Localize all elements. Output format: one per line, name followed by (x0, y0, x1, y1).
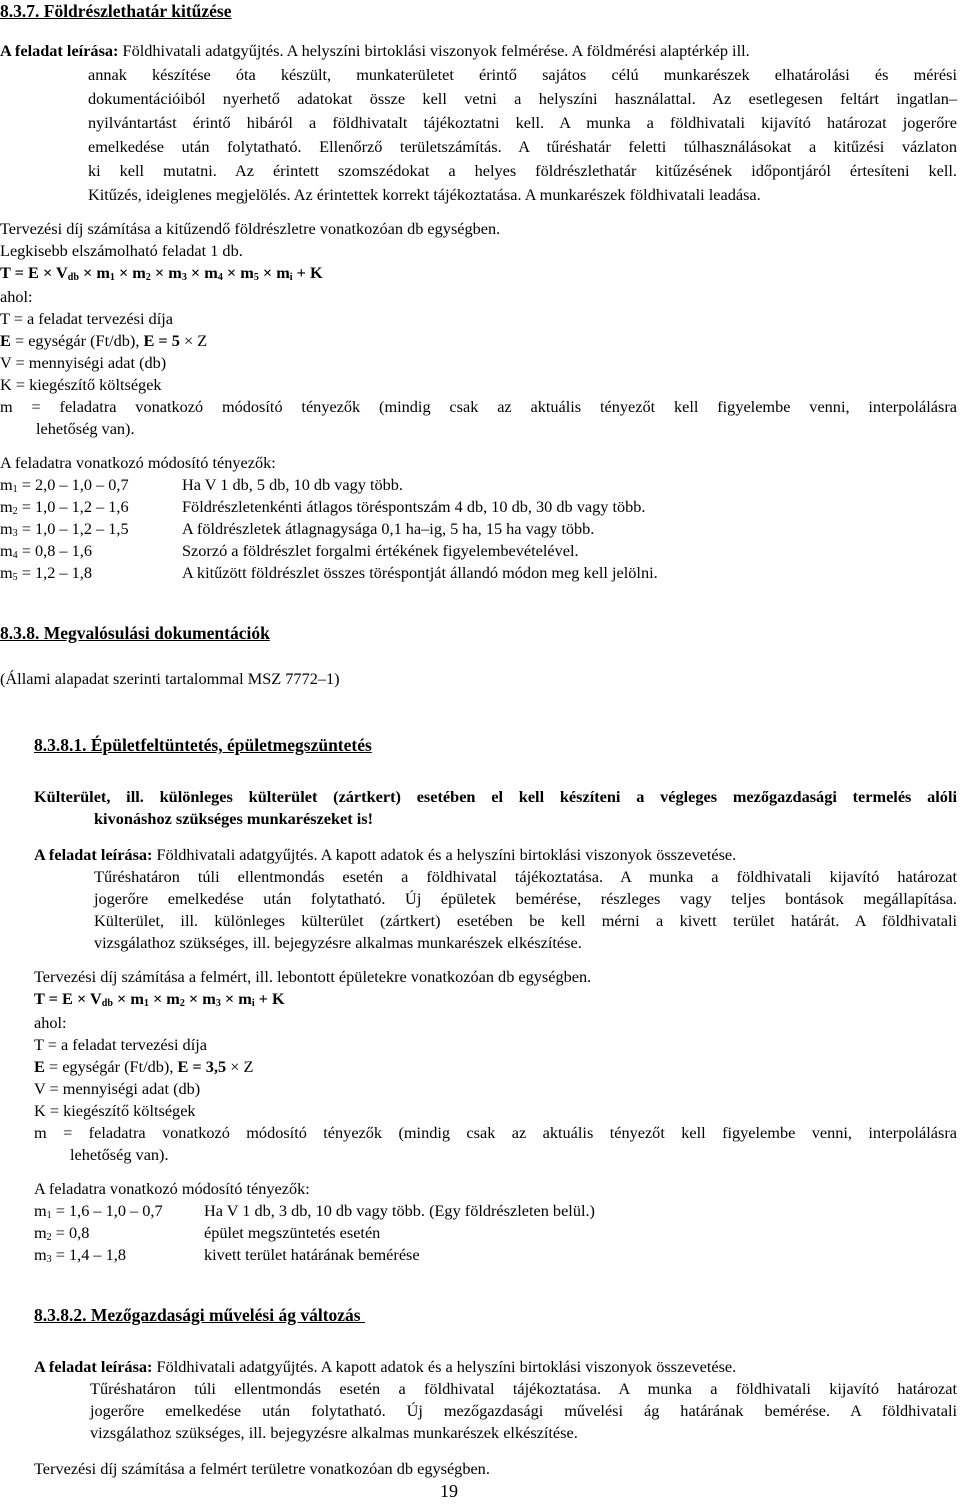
modifier-row: $m_2 = 0,8$ épület megszüntetés esetén (34, 1223, 381, 1243)
fee-formula: $T = E \times V_{db} \times m_1 \times m_2 \times m_3 \times m_4 \times m_5 \times m_i + K$ (0, 263, 323, 283)
modifier-row: $m_3 = 1,4 - 1,8$ kivett terület határának bemérése (34, 1245, 420, 1265)
desc-text: Földhivatali adatgyűjtés. A kapott adatok és a helyszíni birtoklási viszonyok összevetése. (152, 1357, 737, 1376)
def-m-cont: lehetőség van). (70, 1145, 169, 1164)
desc-text: Földhivatali adatgyűjtés. A kapott adatok és a helyszíni birtoklási viszonyok összevetése. (152, 845, 737, 864)
page-number: 19 (440, 1481, 458, 1501)
where-label: ahol: (0, 287, 33, 306)
fee-formula: $T = E \times V_{db} \times m_1 \times m_2 \times m_3 \times m_i + K$ (34, 989, 285, 1009)
bold-note-cont: kivonáshoz szükséges munkarészeket is! (94, 809, 374, 828)
def-K: K = kiegészítő költségek (0, 375, 162, 394)
def-E: E = egységár (Ft/db), E = 3,5 × Z (34, 1057, 254, 1076)
desc-line: ki kell mutatni. Az érintett szomszédokat a helyes földrészlethatár kitűzésének időpontjáról értesíteni kell. (88, 161, 957, 180)
modifier-row: $m_3 = 1,0 - 1,2 - 1,5$ A földrészletek átlagnagysága 0,1 ha–ig, 5 ha, 15 ha vagy több. (0, 519, 595, 539)
fee-intro: Tervezési díj számítása a felmért területre vonatkozóan db egységben. (34, 1459, 490, 1478)
desc-line: Tűréshatáron túli ellentmondás esetén a földhivatal tájékoztatása. A munka a földhivatali kijavító határozat (94, 867, 957, 886)
desc-line: jogerőre emelkedése után folytatható. Új épületek bemérése, részleges vagy teljes bontások megállapítása. (94, 889, 957, 908)
def-m: m = feladatra vonatkozó módosító tényezők (mindig csak az aktuális tényezőt kell figyelembe venni, interpolálásra (0, 397, 957, 416)
where-label: ahol: (34, 1013, 67, 1032)
bold-note: Külterület, ill. különleges külterület (zártkert) esetében el kell készíteni a végleges mezőgazdasági termelés alóli (34, 787, 957, 806)
section-heading-837: 8.3.7. Földrészlethatár kitűzése (0, 1, 232, 21)
desc-line: Kitűzés, ideiglenes megjelölés. Az érintettek korrekt tájékoztatása. A munkarészek földhivatali leadása. (88, 185, 761, 204)
modifier-row: $m_1 = 2,0 - 1,0 - 0,7$ Ha V 1 db, 5 db, 10 db vagy több. (0, 475, 403, 495)
modifier-row: $m_2 = 1,0 - 1,2 - 1,6$ Földrészletenkénti átlagos töréspontszám 4 db, 10 db, 30 db vagy több. (0, 497, 646, 517)
fee-intro: Tervezési díj számítása a kitűzendő földrészletre vonatkozóan db egységben. (0, 219, 501, 238)
def-K: K = kiegészítő költségek (34, 1101, 196, 1120)
modifier-row: $m_5 = 1,2 - 1,8$ A kitűzött földrészlet összes töréspontját állandó módon meg kell jelölni. (0, 563, 658, 583)
min-unit: Legkisebb elszámolható feladat 1 db. (0, 241, 243, 260)
def-T: T = a feladat tervezési díja (34, 1035, 207, 1054)
desc-line (34, 844, 957, 866)
section-heading-8381: 8.3.8.1. Épületfeltüntetés, épületmegszüntetés (34, 735, 372, 755)
desc-line: vizsgálathoz szükséges, ill. bejegyzésre alkalmas munkarészek elkészítése. (90, 1423, 578, 1442)
def-V: V = mennyiségi adat (db) (0, 353, 167, 372)
desc-line (0, 40, 960, 62)
modifier-row: $m_1 = 1,6 - 1,0 - 0,7$ Ha V 1 db, 3 db, 10 db vagy több. (Egy földrészleten belül.) (34, 1201, 595, 1221)
desc-line: Tűréshatáron túli ellentmondás esetén a földhivatal tájékoztatása. A munka a földhivatali kijavító határozat (90, 1379, 957, 1398)
desc-line: emelkedése után folytatható. Ellenőrző területszámítás. A tűréshatár feletti túlhasználásokat a kitűzési vázlaton (88, 137, 957, 156)
desc-line: jogerőre emelkedése után folytatható. Új mezőgazdasági művelési ág határának bemérése. A földhivatali (90, 1401, 957, 1420)
desc-label: A feladat leírása: (0, 41, 119, 60)
modifier-row: $m_4 = 0,8 - 1,6$ Szorzó a földrészlet forgalmi értékének figyelembevételével. (0, 541, 579, 561)
desc-line: nyilvántartást érintő hibáról a földhivatalt tájékoztatni kell. A munka a földhivatali kijavító határozat jogerőre (88, 113, 957, 132)
desc-line: dokumentációiból nyerhető adatokat össze kell vetni a helyszíni használattal. Az esetlegesen feltárt ingatlan– (88, 89, 957, 108)
fee-intro: Tervezési díj számítása a felmért, ill. lebontott épületekre vonatkozóan db egységben. (34, 967, 592, 986)
def-m: m = feladatra vonatkozó módosító tényezők (mindig csak az aktuális tényezőt kell figyelembe venni, interpolálásra (34, 1123, 957, 1142)
desc-text: Földhivatali adatgyűjtés. A helyszíni birtoklási viszonyok felmérése. A földmérési alaptérkép ill. (118, 41, 750, 60)
desc-line: annak készítése óta készült, munkaterületet érintő sajátos célú munkarészek elhatárolási és mérési (88, 65, 957, 84)
desc-label: A feladat leírása: (34, 1357, 153, 1376)
def-T: T = a feladat tervezési díja (0, 309, 173, 328)
def-m-cont: lehetőség van). (36, 419, 135, 438)
def-V: V = mennyiségi adat (db) (34, 1079, 201, 1098)
modifiers-intro: A feladatra vonatkozó módosító tényezők: (34, 1179, 310, 1198)
desc-line: Külterület, ill. különleges külterület (zártkert) esetében be kell mérni a kivett terület határát. A földhivatali (94, 911, 957, 930)
section-heading-838: 8.3.8. Megvalósulási dokumentációk (0, 623, 270, 643)
section-heading-8382: 8.3.8.2. Mezőgazdasági művelési ág változás (34, 1305, 365, 1325)
def-E: E = egységár (Ft/db), E = 5 × Z (0, 331, 208, 350)
desc-line (34, 1356, 957, 1378)
desc-line: vizsgálathoz szükséges, ill. bejegyzésre alkalmas munkarészek elkészítése. (94, 933, 582, 952)
modifiers-intro: A feladatra vonatkozó módosító tényezők: (0, 453, 276, 472)
desc-label: A feladat leírása: (34, 845, 153, 864)
section-note: (Állami alapadat szerinti tartalommal MSZ 7772–1) (0, 669, 340, 688)
